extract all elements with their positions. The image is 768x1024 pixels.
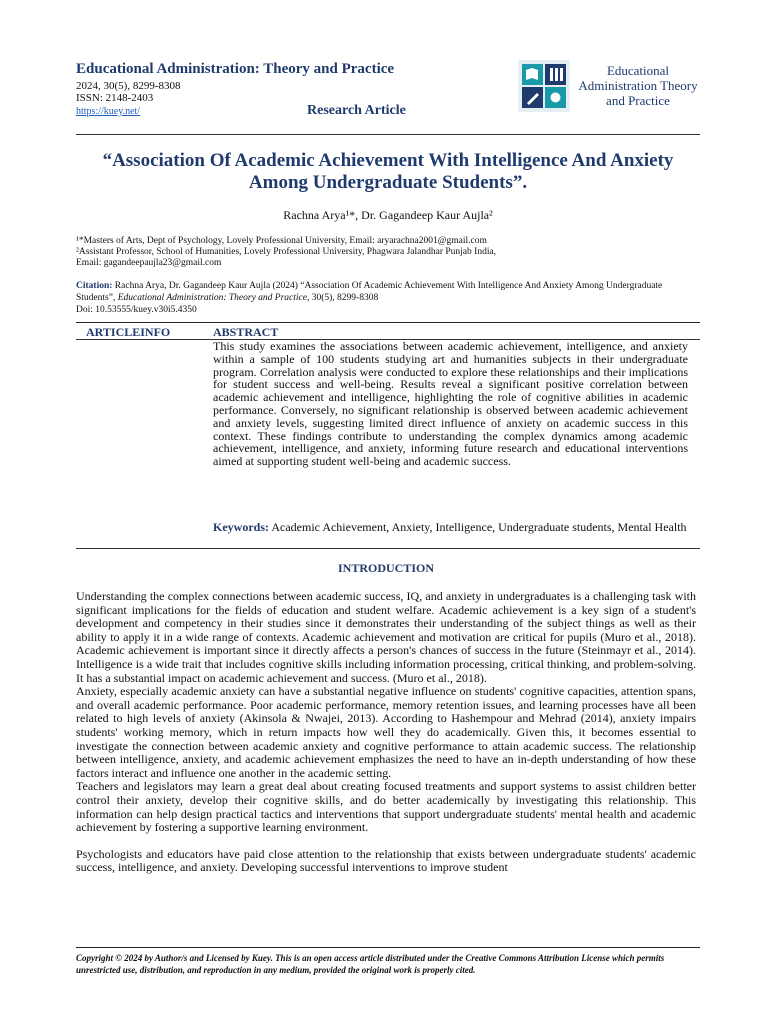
citation-journal: Educational Administration: Theory and Practice: [117, 293, 307, 303]
info-bottom-rule: [76, 548, 700, 549]
article-type-label: Research Article: [307, 103, 406, 118]
affiliation-2: ²Assistant Professor, School of Humanities, Lovely Professional University, Phagwara Jalandhar Punjab India,: [76, 247, 497, 257]
journal-issn: ISSN: 2148-2403: [76, 92, 154, 104]
affiliation-2-email: Email: gagandeepaujla23@gmail.com: [76, 258, 222, 268]
paper-title: “Association Of Academic Achievement With Intelligence And Anxiety Among Undergraduate Students”.: [102, 150, 674, 193]
footer-rule: [76, 947, 700, 948]
doi: Doi: 10.53555/kuey.v30i5.4350: [76, 305, 197, 315]
body-paragraph: Teachers and legislators may learn a great deal about creating focused treatments and support systems to assist children better control their anxiety, develop their cognitive skills, and do better academically by investigating this relationship. This information can help design practical tactics and interventions that support undergraduate students' mental health and academic achievement by fostering a supportive learning environment.: [76, 779, 696, 835]
citation-volume: , 30(5), 8299-8308: [306, 293, 379, 303]
info-top-rule: [76, 322, 700, 323]
article-info-heading: ARTICLEINFO: [86, 325, 171, 339]
introduction-heading: INTRODUCTION: [337, 561, 434, 575]
logo-mark-icon: [518, 60, 570, 112]
keywords-label: Keywords:: [213, 520, 269, 534]
abstract-heading: ABSTRACT: [213, 325, 279, 339]
copyright-notice: Copyright © 2024 by Author/s and Licensed by Kuey. This is an open access article distributed under the Creative Commons Attribution License which permits unrestricted use, distribution, and reproduction in any medium, provided the original work is properly cited.: [76, 953, 665, 975]
journal-logo: [518, 60, 706, 112]
keywords: [213, 520, 688, 534]
affiliation-1: ¹*Masters of Arts, Dept of Psychology, Lovely Professional University, Email: aryarachna2001@gmail.com: [76, 236, 487, 246]
citation-text: Rachna Arya, Dr. Gagandeep Kaur Aujla (2024) “Association Of Academic Achievement With Intelligence And Anxiety Among Undergraduate Students”,: [76, 281, 663, 303]
abstract-text: This study examines the associations between academic achievement, intelligence, and anxiety within a sample of 100 students studying art and humanities subjects in their undergraduate program. Correlation analysis were conducted to explore these relationships and their implications for student success and well-being. Results reveal a significant positive correlation between academic achievement and intelligence, highlighting the role of cognitive abilities in academic performance. Conversely, no significant relationship is observed between academic achievement and anxiety levels, suggesting limited direct influence of anxiety on academic success in this context. These findings contribute to understanding the complex dynamics among academic achievement, intelligence, and anxiety, informing future research and educational interventions aimed at supporting student well-being and academic success.: [213, 339, 688, 469]
citation-label: Citation:: [76, 281, 113, 291]
citation: [76, 280, 700, 316]
header-divider: [76, 134, 700, 135]
body-paragraph: Psychologists and educators have paid close attention to the relationship that exists between undergraduate students' academic success, intelligence, and anxiety. Developing successful interventions to improve student: [76, 846, 696, 875]
journal-url-link[interactable]: https://kuey.net/: [76, 106, 141, 117]
body-text: [76, 590, 696, 875]
journal-title: Educational Administration: Theory and Practice: [76, 61, 395, 77]
authors: Rachna Arya¹*, Dr. Gagandeep Kaur Aujla²: [283, 208, 493, 222]
journal-info: [76, 80, 181, 104]
logo-text: Educational Administration Theory and Practice: [578, 63, 698, 108]
affiliations: [76, 236, 700, 269]
body-paragraph: Anxiety, especially academic anxiety can have a substantial negative influence on students' cognitive capacities, attention spans, and overall academic performance. Poor academic performance, memory retention issues, and learning processes have all been related to high levels of anxiety (Akinsola & Nwajei, 2013). According to Hashempour and Mehrad (2014), anxiety impairs students' working memory, which in return impacts how well they do academically. Given this, it becomes essential to investigate the connection between academic anxiety and cognitive performance to attain academic success. The relationship between intelligence, anxiety, and academic achievement emphasizes the need to have an in-depth understanding of how these factors interact and influence one another in the academic setting.: [76, 684, 696, 780]
body-paragraph: Understanding the complex connections between academic success, IQ, and anxiety in undergraduates is a challenging task with significant implications for the fields of education and student welfare. Academic achievement is a key sign of a student's development and competency in their studies since it demonstrates their understanding of the subject things as well as their ability to apply it in a wide range of contexts. Academic achievement and motivation are critical for pupils (Muro et al., 2018). Academic achievement is important since it directly affects a person's chances of success in the future (Steinmayr et al., 2014). Intelligence is a wide trait that includes cognitive skills including information processing, critical thinking, and problem-solving. It has a substantial impact on academic achievement and success. (Muro et al., 2018).: [76, 589, 696, 685]
journal-issue: 2024, 30(5), 8299-8308: [76, 80, 181, 92]
keywords-text: Academic Achievement, Anxiety, Intelligence, Undergraduate students, Mental Health: [269, 520, 687, 534]
